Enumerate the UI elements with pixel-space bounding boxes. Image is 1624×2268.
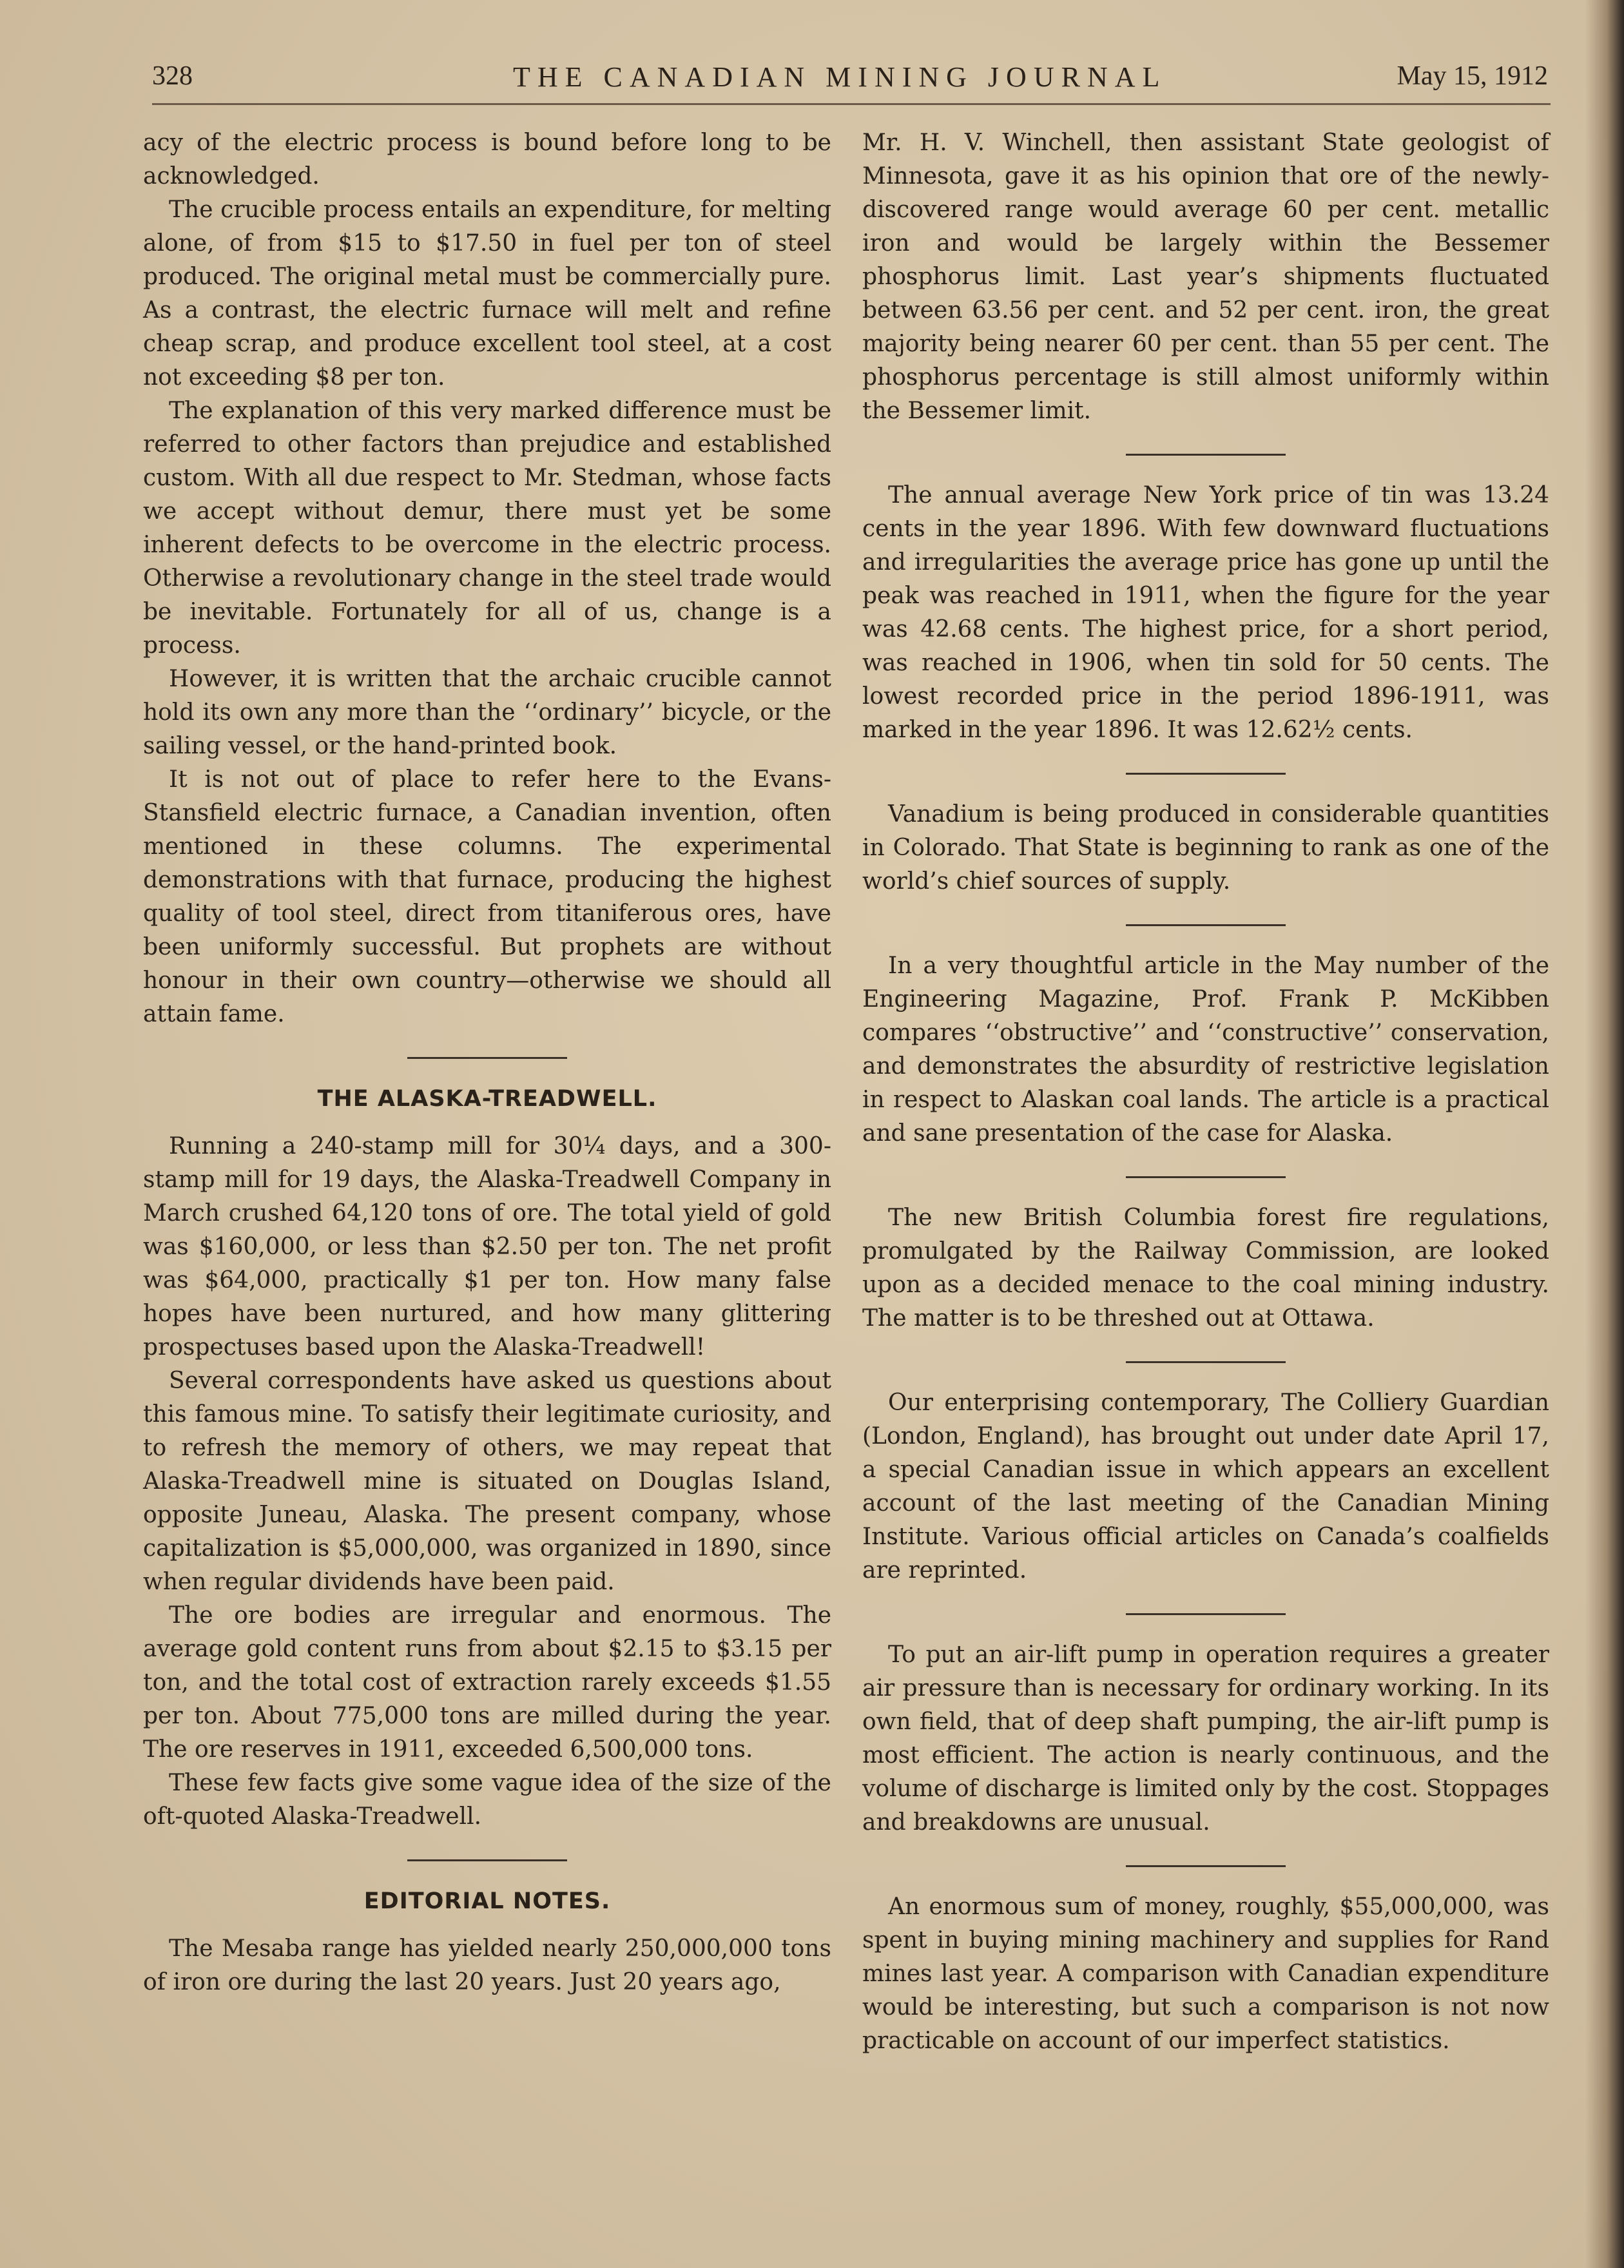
editorial-note: In a very thoughtful article in the May number of the Engineering Magazine, Prof. Frank P. McKibben compares ‘‘obstructive’’ and ‘‘constructive’’ conservation, and demonstrates the absurdity of restrictive legislation in respect to Alaskan coal lands. The article is a practical and sane presentation of the case for Alaska. [862, 953, 1549, 1147]
article-paragraph: The crucible process entails an expenditure, for melting alone, of from $15 to $17.50 in fuel per ton of steel produced. The original metal must be commercially pure. As a contrast, the electric furnace will melt and refine cheap scrap, and produce excellent tool steel, at a cost not exceeding $8 per ton. [143, 197, 831, 391]
note-divider [1126, 1176, 1286, 1178]
article-paragraph: It is not out of place to refer here to the Evans-Stansfield electric furnace, a Canadian invention, often mentioned in these columns. The experimental demonstrations with that furnace, producing the highest quality of tool steel, direct from titaniferous ores, have been uniformly successful. But prophets are without honour in their own country—otherwise we should all attain fame. [143, 766, 831, 1027]
left-column [143, 126, 831, 1999]
note-divider [1126, 924, 1286, 926]
article-paragraph: The explanation of this very marked difference must be referred to other factors than prejudice and established custom. With all due respect to Mr. Stedman, whose facts we accept without demur, there must yet be some inherent defects to be overcome in the electric process. Otherwise a revolutionary change in the steel trade would be inevitable. Fortunately for all of us, change is a process. [143, 398, 831, 659]
editorial-note: Mr. H. V. Winchell, then assistant State geologist of Minnesota, gave it as his opinion that ore of the newly-discovered range would average 60 per cent. metallic iron and would be largely within the Bessemer phosphorus limit. Last year’s shipments fluctuated between 63.56 per cent. and 52 per cent. iron, the great majority being nearer 60 per cent. than 55 per cent. The phosphorus percentage is still almost uniformly within the Bessemer limit. [862, 130, 1549, 424]
note-divider [1126, 1865, 1286, 1867]
alaska-treadwell-heading: THE ALASKA-TREADWELL. [317, 1086, 657, 1112]
section-divider [407, 1057, 567, 1059]
editorial-note: To put an air-lift pump in operation requires a greater air pressure than is necessary for ordinary working. In its own field, that of deep shaft pumping, the air-lift pump is most efficient. The action is nearly continuous, and the volume of discharge is limited only by the cost. Stoppages and breakdowns are unusual. [862, 1642, 1549, 1836]
article-paragraph: The ore bodies are irregular and enormous. The average gold content runs from about $2.15 to $3.15 per ton, and the total cost of extraction rarely exceeds $1.55 per ton. About 775,000 tons are milled during the year. The ore reserves in 1911, exceeded 6,500,000 tons. [143, 1602, 831, 1763]
article-paragraph: The Mesaba range has yielded nearly 250,000,000 tons of iron ore during the last 20 years. Just 20 years ago, [143, 1935, 831, 1995]
editorial-note: The annual average New York price of tin was 13.24 cents in the year 1896. With few downward fluctuations and irregularities the average price has gone up until the peak was reached in 1911, when the figure for the year was 42.68 cents. The highest price, for a short period, was reached in 1906, when tin sold for 50 cents. The lowest recorded price in the period 1896-1911, was marked in the year 1896. It was 12.62½ cents. [862, 482, 1549, 743]
article-paragraph: These few facts give some vague idea of the size of the oft-quoted Alaska-Treadwell. [143, 1770, 831, 1830]
page-edge-shadow [1585, 0, 1624, 2268]
section-divider [407, 1859, 567, 1861]
editorial-notes-heading: EDITORIAL NOTES. [363, 1888, 611, 1914]
editorial-note: The new British Columbia forest fire regulations, promulgated by the Railway Commission, are looked upon as a decided menace to the coal mining industry. The matter is to be threshed out at Ottawa. [862, 1205, 1549, 1332]
article-paragraph: Several correspondents have asked us questions about this famous mine. To satisfy their legitimate curiosity, and to refresh the memory of others, we may repeat that Alaska-Treadwell mine is situated on Douglas Island, opposite Juneau, Alaska. The present company, whose capitalization is $5,000,000, was organized in 1890, since when regular dividends have been paid. [143, 1368, 831, 1595]
editorial-note: An enormous sum of money, roughly, $55,000,000, was spent in buying mining machinery and supplies for Rand mines last year. A comparison with Canadian expenditure would be interesting, but such a comparison is not now practicable on account of our imperfect statistics. [862, 1894, 1549, 2054]
issue-date: May 15, 1912 [1397, 61, 1548, 91]
right-column [862, 126, 1549, 2058]
editorial-note: Vanadium is being produced in considerable quantities in Colorado. That State is beginning to rank as one of the world’s chief sources of supply. [862, 801, 1549, 895]
journal-title: THE CANADIAN MINING JOURNAL [513, 61, 1167, 93]
editorial-note: Our enterprising contemporary, The Colliery Guardian (London, England), has brought out under date April 17, a special Canadian issue in which appears an excellent account of the last meeting of the Canadian Mining Institute. Various official articles on Canada’s coalfields are reprinted. [862, 1390, 1549, 1584]
note-divider [1126, 454, 1286, 456]
article-paragraph: However, it is written that the archaic crucible cannot hold its own any more than the ‘‘ordinary’’ bicycle, or the sailing vessel, or the hand-printed book. [143, 666, 831, 759]
note-divider [1126, 1361, 1286, 1363]
note-divider [1126, 1613, 1286, 1615]
article-paragraph: Running a 240-stamp mill for 30¼ days, and a 300-stamp mill for 19 days, the Alaska-Treadwell Company in March crushed 64,120 tons of ore. The total yield of gold was $160,000, or less than $2.50 per ton. The net profit was $64,000, practically $1 per ton. How many false hopes have been nurtured, and how many glittering prospectuses based upon the Alaska-Treadwell! [143, 1133, 831, 1361]
page-number: 328 [152, 61, 193, 91]
note-divider [1126, 773, 1286, 775]
article-paragraph: acy of the electric process is bound before long to be acknowledged. [143, 130, 831, 189]
running-head [152, 61, 1551, 105]
